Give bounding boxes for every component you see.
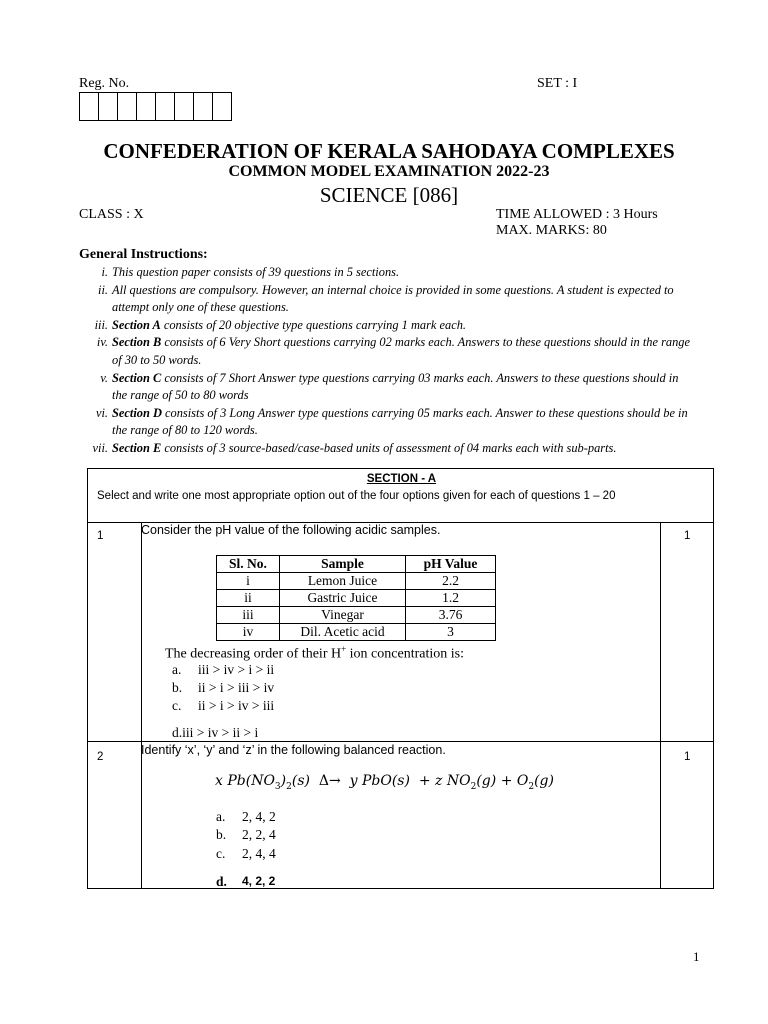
question-marks: 1 <box>684 530 691 542</box>
instructions-list <box>79 264 691 458</box>
option-a[interactable]: a. iii > iv > i > ii <box>172 662 275 677</box>
column-divider <box>141 522 142 888</box>
table-row: i Lemon Juice 2.2 <box>217 573 496 590</box>
reg-box[interactable] <box>118 92 137 121</box>
option-d[interactable]: d.iii > iv > ii > i <box>172 725 259 740</box>
question-number: 1 <box>97 530 104 542</box>
reg-box[interactable] <box>175 92 194 121</box>
option-d[interactable]: d. 4, 2, 2 <box>216 874 276 889</box>
reg-box[interactable] <box>156 92 175 121</box>
class-label: CLASS : X <box>79 207 144 222</box>
table-row: iv Dil. Acetic acid 3 <box>217 624 496 641</box>
table-row: iii Vinegar 3.76 <box>217 607 496 624</box>
instruction-item: v. Section C consists of 7 Short Answer type questions carrying 03 marks each. Answers to these questions should in the range of 50 to 80 words <box>100 370 679 403</box>
instruction-item: iv. Section B consists of 6 Very Short questions carrying 02 marks each. Answers to these questions should in the range of 30 to 50 words. <box>96 335 690 367</box>
exam-subtitle: COMMON MODEL EXAMINATION 2022-23 <box>228 163 550 180</box>
option-b[interactable]: b. 2, 2, 4 <box>216 827 276 842</box>
question-stem: The decreasing order of their H+ ion concentration is: <box>165 644 464 662</box>
question-number: 2 <box>97 751 104 763</box>
instructions-heading: General Instructions: <box>79 247 208 262</box>
option-c[interactable]: c. 2, 4, 4 <box>216 846 276 861</box>
section-instruction: Select and write one most appropriate option out of the four options given for each of questions 1 – 20 <box>97 490 616 502</box>
reg-box[interactable] <box>80 92 99 121</box>
option-a[interactable]: a. 2, 4, 2 <box>216 809 276 824</box>
reg-no-label: Reg. No. <box>79 76 130 91</box>
instruction-item: ii. All questions are compulsory. However, an internal choice is provided in some questions. A student is expected to attempt only one of these questions. <box>98 282 674 315</box>
reg-box[interactable] <box>99 92 118 121</box>
column-divider <box>660 522 661 888</box>
subject-title: SCIENCE [086] <box>319 183 459 207</box>
instruction-item: i. This question paper consists of 39 questions in 5 sections. <box>101 265 400 279</box>
set-label: SET : I <box>537 76 578 91</box>
instruction-item: vii. Section E consists of 3 source-based/case-based units of assessment of 04 marks each with sub-parts. <box>92 440 617 455</box>
table-row: ii Gastric Juice 1.2 <box>217 590 496 607</box>
max-marks: MAX. MARKS: 80 <box>496 223 607 238</box>
reg-box[interactable] <box>194 92 213 121</box>
option-b[interactable]: b. ii > i > iii > iv <box>172 680 275 695</box>
ph-table <box>216 555 496 641</box>
chemical-equation: x $Pb(NO_3)_2(s)$ Δ→ y PbO(s) + z $NO_2(g) + O_2(g)$ <box>215 773 554 792</box>
reg-box[interactable] <box>137 92 156 121</box>
question-text: Identify ‘x’, ‘y’ and ‘z’ in the following balanced reaction. <box>141 743 446 757</box>
time-allowed: TIME ALLOWED : 3 Hours <box>496 207 658 222</box>
instruction-item: vi. Section D consists of 3 Long Answer type questions carrying 05 marks each. Answer to these questions should be in the range of 80 to 120 words. <box>95 405 688 438</box>
table-header-row: Sl. No. Sample pH Value <box>217 556 496 573</box>
document-title: CONFEDERATION OF KERALA SAHODAYA COMPLEXES <box>103 139 675 163</box>
question-text: Consider the pH value of the following acidic samples. <box>141 523 441 537</box>
reg-no-boxes[interactable] <box>79 92 232 121</box>
section-title: SECTION - A <box>366 473 437 485</box>
question-table <box>87 468 714 889</box>
page-number: 1 <box>693 949 700 964</box>
instruction-item: iii. Section A consists of 20 objective type questions carrying 1 mark each. <box>94 317 466 332</box>
question-marks: 1 <box>684 751 691 763</box>
row-divider <box>88 741 713 742</box>
option-c[interactable]: c. ii > i > iv > iii <box>172 698 275 713</box>
reg-box[interactable] <box>213 92 232 121</box>
